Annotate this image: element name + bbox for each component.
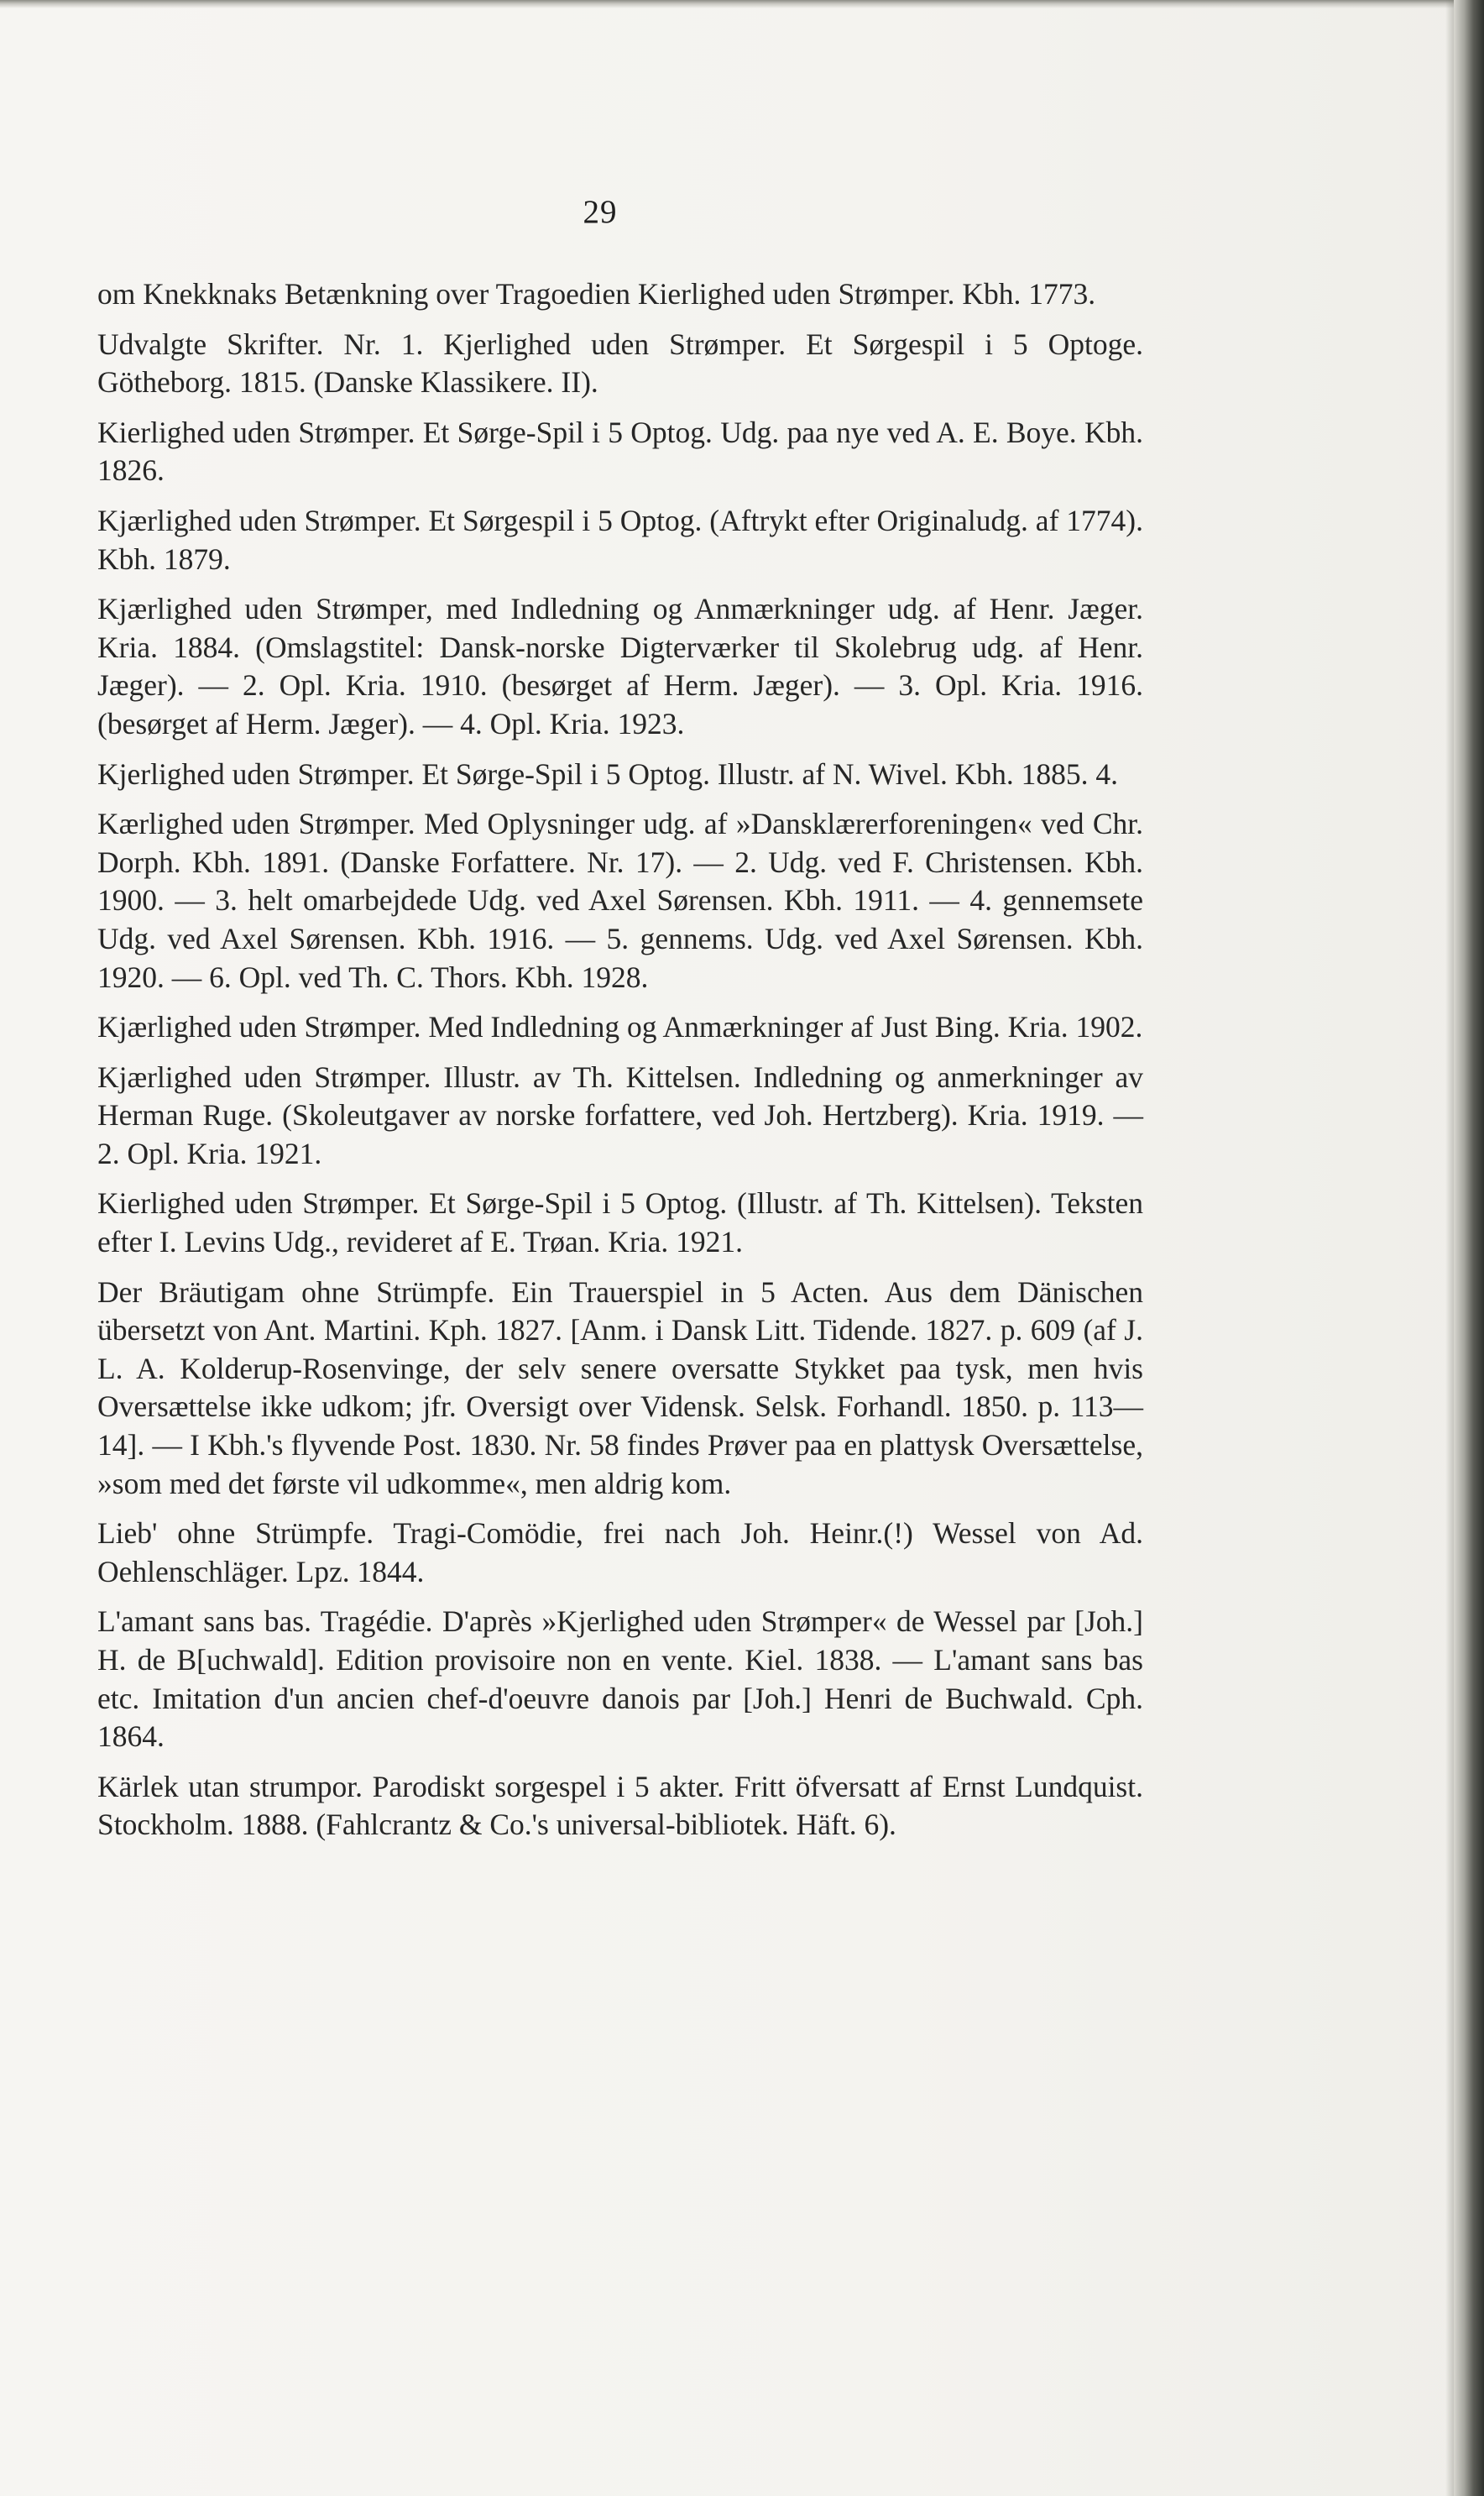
bibliography-entry: Kärlek utan strumpor. Parodiskt sorgespel i 5 akter. Fritt öfversatt af Ernst Lundquist. Stockholm. 1888. (Fahlcrantz & Co.'s universal-bibliotek. Häft. 6). <box>97 1769 1143 1842</box>
bibliography-entry: Kjærlighed uden Strømper. Illustr. av Th. Kittelsen. Indledning og anmerkninger av Herman Ruge. (Skoleutgaver av norske forfattere, ved Joh. Hertzberg). Kria. 1919. — 2. Opl. Kria. 1921. <box>97 1060 1143 1170</box>
bibliography-list <box>97 275 1143 1856</box>
bibliography-entry: Kjærlighed uden Strømper. Med Indledning og Anmærkninger af Just Bing. Kria. 1902. <box>97 1010 1143 1044</box>
bibliography-entry: Kjærlighed uden Strømper, med Indledning og Anmærkninger udg. af Henr. Jæger. Kria. 1884. (Omslagstitel: Dansk-norske Digterværker til Skolebrug udg. af Henr. Jæger). — 2. Opl. Kria. 1910. (besørget af Herm. Jæger). — 3. Opl. Kria. 1916. (besørget af Herm. Jæger). — 4. Opl. Kria. 1923. <box>97 592 1143 740</box>
bibliography-entry: Kjærlighed uden Strømper. Et Sørgespil i 5 Optog. (Aftrykt efter Originaludg. af 1774). Kbh. 1879. <box>97 503 1143 576</box>
bibliography-entry: Kierlighed uden Strømper. Et Sørge-Spil i 5 Optog. (Illustr. af Th. Kittelsen). Teksten efter I. Levins Udg., revideret af E. Trøan. Kria. 1921. <box>97 1186 1143 1259</box>
bibliography-entry: Kierlighed uden Strømper. Et Sørge-Spil i 5 Optog. Udg. paa nye ved A. E. Boye. Kbh. 1826. <box>97 415 1143 488</box>
spine-shadow <box>1445 0 1454 2496</box>
bibliography-entry: Lieb' ohne Strümpfe. Tragi-Comödie, frei nach Joh. Heinr.(!) Wessel von Ad. Oehlenschläger. Lpz. 1844. <box>97 1516 1143 1588</box>
page-top-shadow <box>0 0 1484 8</box>
bibliography-entry: Kærlighed uden Strømper. Med Oplysninger udg. af »Dansklærerforeningen« ved Chr. Dorph. Kbh. 1891. (Danske Forfattere. Nr. 17). — 2. Udg. ved F. Christensen. Kbh. 1900. — 3. helt omarbejdede Udg. ved Axel Sørensen. Kbh. 1911. — 4. gennemsete Udg. ved Axel Sørensen. Kbh. 1916. — 5. gennems. Udg. ved Axel Sørensen. Kbh. 1920. — 6. Opl. ved Th. C. Thors. Kbh. 1928. <box>97 807 1143 994</box>
bibliography-entry: Kjerlighed uden Strømper. Et Sørge-Spil i 5 Optog. Illustr. af N. Wivel. Kbh. 1885. 4. <box>97 756 1118 791</box>
page-number: 29 <box>583 194 618 230</box>
bibliography-entry: Udvalgte Skrifter. Nr. 1. Kjerlighed uden Strømper. Et Sørgespil i 5 Optoge. Götheborg. 1815. (Danske Klassikere. II). <box>97 327 1143 400</box>
bibliography-entry: Der Bräutigam ohne Strümpfe. Ein Trauerspiel in 5 Acten. Aus dem Dänischen übersetzt von Ant. Martini. Kph. 1827. [Anm. i Dansk Litt. Tidende. 1827. p. 609 (af J. L. A. Kolderup-Rosenvinge, der selv senere oversatte Stykket paa tysk, men hvis Oversættelse ikke udkom; jfr. Oversigt over Vidensk. Selsk. Forhandl. 1850. p. 113—14]. — I Kbh.'s flyvende Post. 1830. Nr. 58 findes Prøver paa en plattysk Oversættelse, »som med det første vil udkomme«, men aldrig kom. <box>97 1274 1143 1500</box>
book-spine <box>1454 0 1484 2496</box>
bibliography-entry: om Knekknaks Betænkning over Tragoedien Kierlighed uden Strømper. Kbh. 1773. <box>97 277 1096 311</box>
bibliography-entry: L'amant sans bas. Tragédie. D'après »Kjerlighed uden Strømper« de Wessel par [Joh.] H. de B[uchwald]. Edition provisoire non en vente. Kiel. 1838. — L'amant sans bas etc. Imitation d'un ancien chef-d'oeuvre danois par [Joh.] Henri de Buchwald. Cph. 1864. <box>97 1604 1143 1754</box>
